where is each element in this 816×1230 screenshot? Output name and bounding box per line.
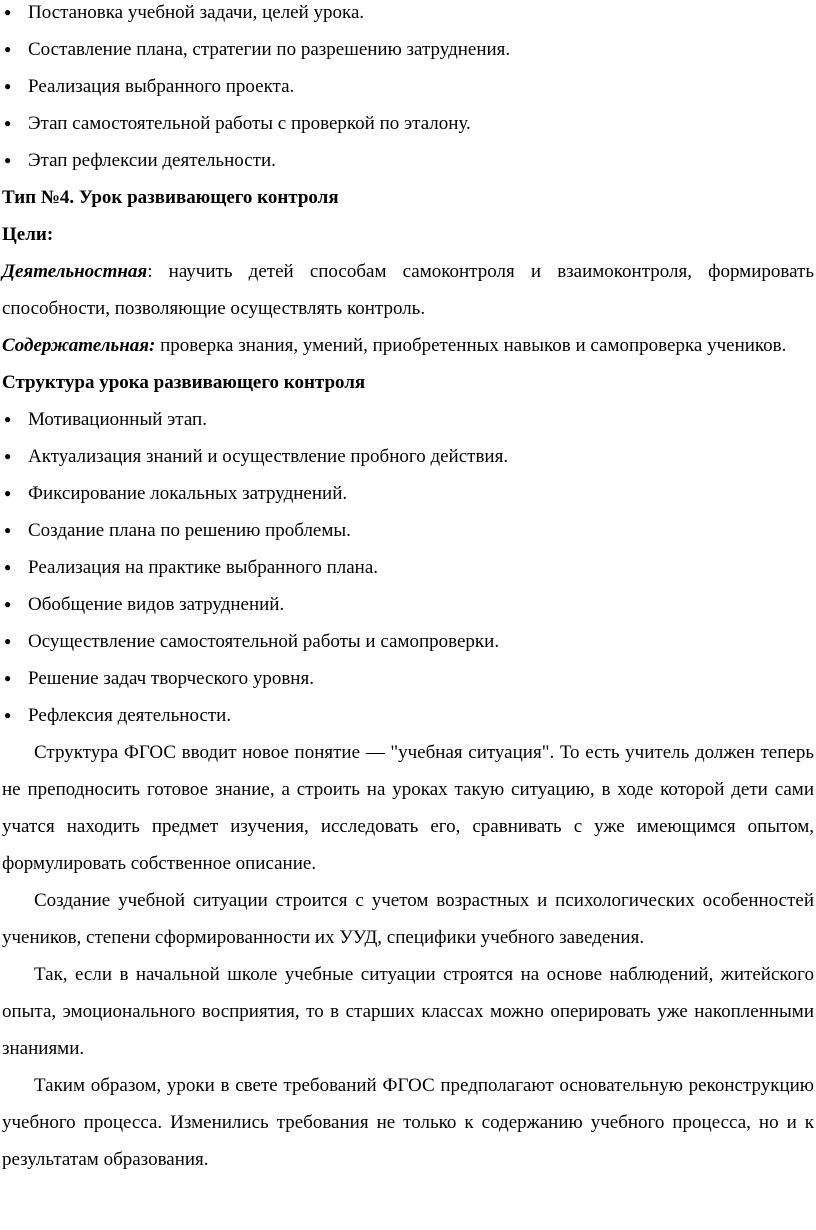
list-item: ● Осуществление самостоятельной работы и самопроверки. [2,623,814,660]
activity-goal-text: : научить детей способам самоконтроля и взаимоконтроля, формировать способности, позволяющие осуществлять контроль. [2,261,814,319]
bullet-dot-icon: ● [4,560,12,574]
content-goal-term: Содержательная: [2,335,156,356]
list-item: ● Реализация выбранного проекта. [2,68,814,105]
bullet-dot-icon: ● [4,634,12,648]
content-goal-text: проверка знания, умений, приобретенных навыков и самопроверка учеников. [155,335,787,356]
content-goal-paragraph [2,327,814,364]
bullet-dot-icon: ● [4,153,12,167]
bullet-dot-icon: ● [4,116,12,130]
bullet-dot-icon: ● [4,412,12,426]
bullet-dot-icon: ● [4,708,12,722]
bullet-dot-icon: ● [4,79,12,93]
body-paragraph: Создание учебной ситуации строится с учетом возрастных и психологических особенностей учеников, степени сформированности их УУД, специфики учебного заведения. [2,890,814,948]
list-item: ● Рефлексия деятельности. [2,697,814,734]
body-paragraph: Так, если в начальной школе учебные ситуации строятся на основе наблюдений, житейского опыта, эмоционального восприятия, то в старших классах можно оперировать уже накопленными знаниями. [2,964,814,1059]
bullet-dot-icon: ● [4,42,12,56]
list-item: ● Этап рефлексии деятельности. [2,142,814,179]
list-item: ● Актуализация знаний и осуществление пробного действия. [2,438,814,475]
list-item: ● Создание плана по решению проблемы. [2,512,814,549]
list-item: ● Реализация на практике выбранного плана. [2,549,814,586]
top-bullet-list [2,0,814,179]
list-item: ● Решение задач творческого уровня. [2,660,814,697]
bullet-dot-icon: ● [4,5,12,19]
bullet-dot-icon: ● [4,597,12,611]
activity-goal-term: Деятельностная [2,261,148,282]
list-item: ● Мотивационный этап. [2,401,814,438]
list-item: ● Постановка учебной задачи, целей урока. [2,0,814,31]
body-paragraph: Таким образом, уроки в свете требований ФГОС предполагают основательную реконструкцию учебного процесса. Изменились требования не только к содержанию учебного процесса, но и к результатам образования. [2,1075,814,1170]
bullet-dot-icon: ● [4,523,12,537]
list-item: ● Этап самостоятельной работы с проверкой по эталону. [2,105,814,142]
bullet-dot-icon: ● [4,486,12,500]
bullet-dot-icon: ● [4,449,12,463]
body-paragraph: Структура ФГОС вводит новое понятие — "учебная ситуация". То есть учитель должен теперь не преподносить готовое знание, а строить на уроках такую ситуацию, в ходе которой дети сами учатся находить предмет изучения, исследовать его, сравнивать с уже имеющимся опытом, формулировать собственное описание. [2,742,814,874]
list-item: ● Фиксирование локальных затруднений. [2,475,814,512]
list-item: ● Составление плана, стратегии по разрешению затруднения. [2,31,814,68]
activity-goal-paragraph [2,253,814,327]
list-item: ● Обобщение видов затруднений. [2,586,814,623]
bullet-dot-icon: ● [4,671,12,685]
section-heading-type4: Тип №4. Урок развивающего контроля [2,187,339,208]
goals-label: Цели: [2,224,54,245]
structure-heading: Структура урока развивающего контроля [2,372,366,393]
structure-bullet-list [2,401,814,734]
